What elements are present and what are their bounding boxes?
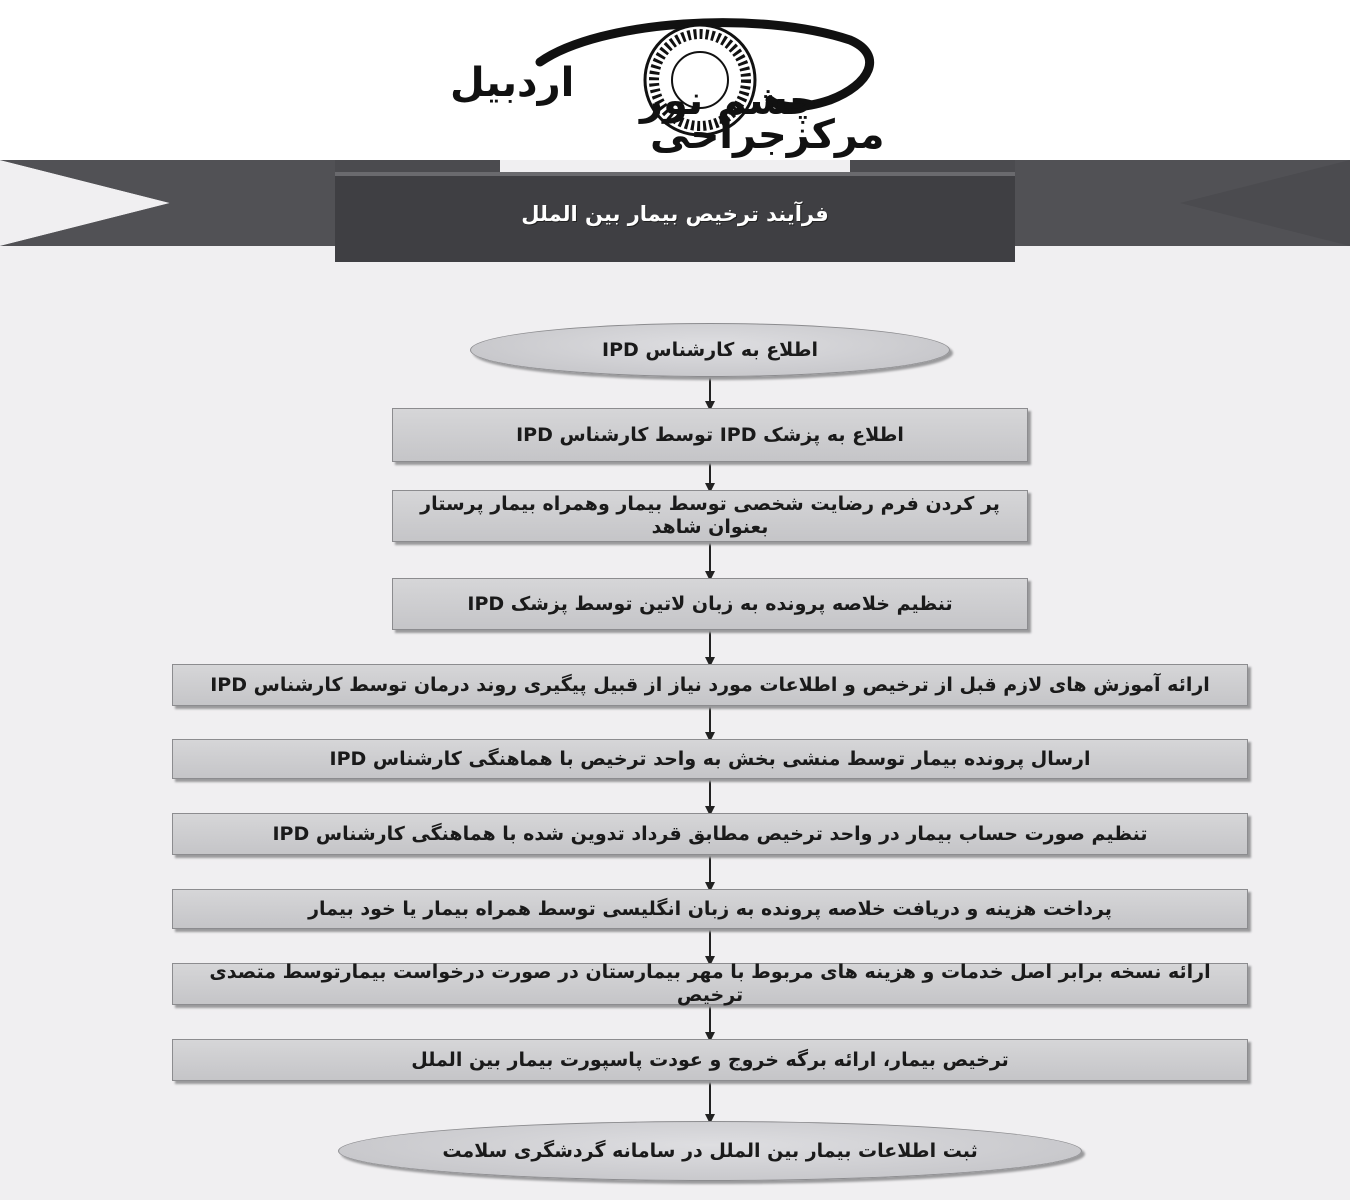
logo-city-text: اردبیل <box>450 60 575 106</box>
flow-step-6: ارسال پرونده بیمار توسط منشی بخش به واحد ترخیص با هماهنگی کارشناس IPD <box>172 739 1248 779</box>
logo-line1-text: مرکزجراحی <box>650 112 885 158</box>
logo-line2-text: چشم نور <box>640 78 818 124</box>
flow-step-4: تنظیم خلاصه پرونده به زبان لاتین توسط پزشک IPD <box>392 578 1028 630</box>
banner-ribbon-highlight <box>335 172 1015 176</box>
banner-ribbon-left-tail <box>0 160 335 246</box>
page-title: فرآیند ترخیص بیمار بین الملل <box>521 202 829 226</box>
flow-step-3: پر کردن فرم رضایت شخصی توسط بیمار وهمراه بیمار پرستار بعنوان شاهد <box>392 490 1028 542</box>
flow-step-9: ارائه نسخه برابر اصل خدمات و هزینه های مربوط با مهر بیمارستان در صورت درخواست بیمارتوسط متصدی ترخیص <box>172 963 1248 1005</box>
flow-step-2: اطلاع به پزشک IPD توسط کارشناس IPD <box>392 408 1028 462</box>
flow-step-8: پرداخت هزینه و دریافت خلاصه پرونده به زبان انگلیسی توسط همراه بیمار یا خود بیمار <box>172 889 1248 929</box>
flow-step-7: تنظیم صورت حساب بیمار در واحد ترخیص مطابق قرداد تدوین شده با هماهنگی کارشناس IPD <box>172 813 1248 855</box>
flow-step-5: ارائه آموزش های لازم قبل از ترخیص و اطلاعات مورد نیاز از قبیل پیگیری روند درمان توسط کارشناس IPD <box>172 664 1248 706</box>
flow-step-10: ترخیص بیمار، ارائه برگه خروج و عودت پاسپورت بیمار بین الملل <box>172 1039 1248 1081</box>
flow-step-end: ثبت اطلاعات بیمار بین الملل در سامانه گردشگری سلامت <box>338 1121 1082 1181</box>
flow-step-start: اطلاع به کارشناس IPD <box>470 323 950 377</box>
